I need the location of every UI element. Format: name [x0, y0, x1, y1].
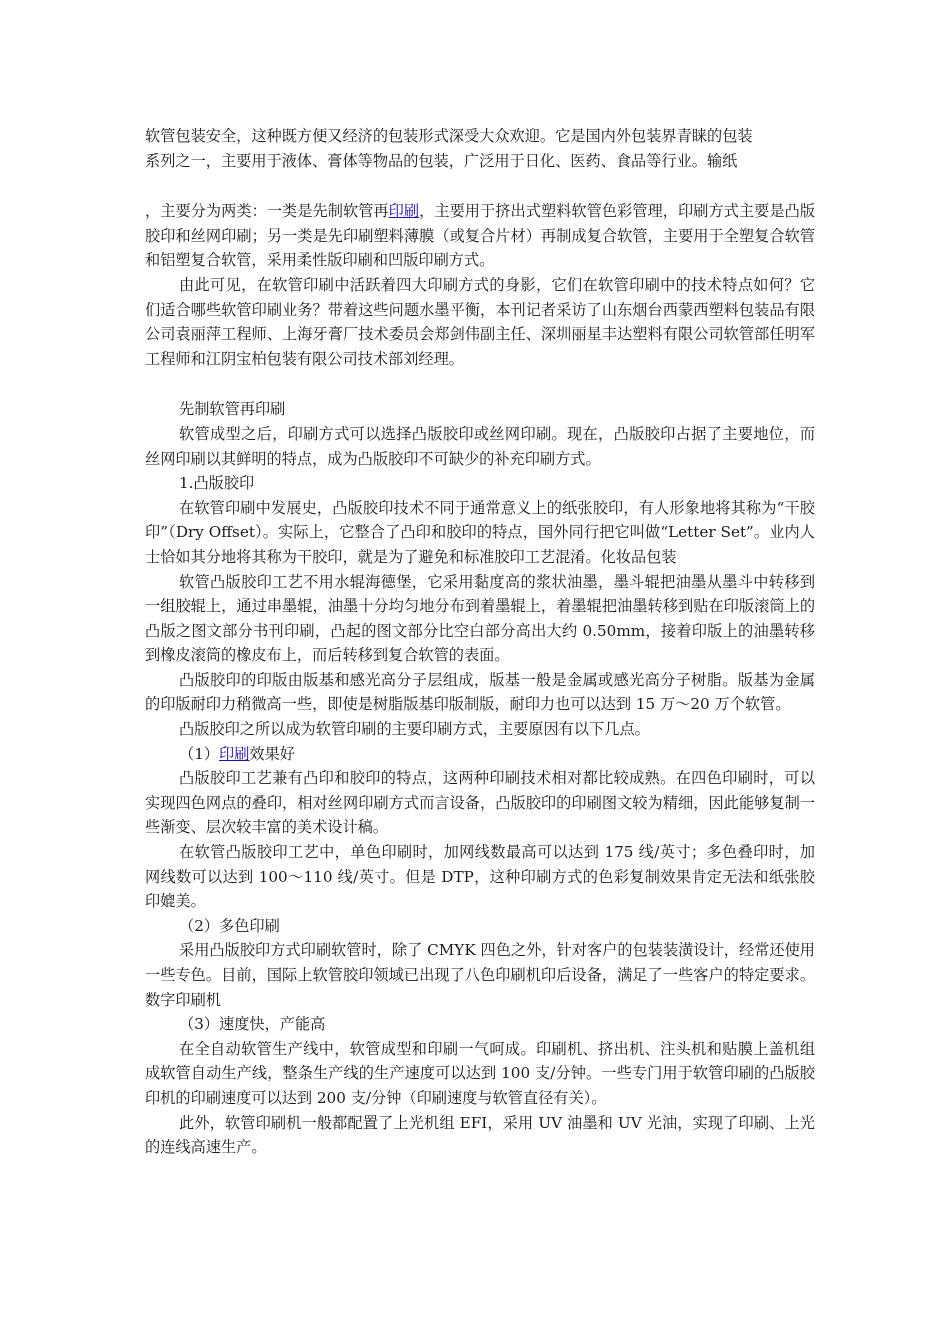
paragraph-reason-1b: 在软管凸版胶印工艺中，单色印刷时，加网线数最高可以达到 175 线/英寸；多色叠印时，加网线数可以达到 100～110 线/英寸。但是 DTP，这种印刷方式的色彩复制效果肯定无法和纸张胶印媲美。	[145, 843, 815, 911]
heading-reason-1	[145, 742, 815, 767]
paragraph-reasons: 凸版胶印之所以成为软管印刷的主要印刷方式，主要原因有以下几点。	[179, 720, 650, 739]
types-text-pre: ，主要分为两类：一类是先制软管再	[145, 202, 389, 221]
paragraph-visit: 由此可见，在软管印刷中活跃着四大印刷方式的身影，它们在软管印刷中的技术特点如何？它们适合哪些软管印刷业务？带着这些问题水墨平衡，本刊记者采访了山东烟台西蒙西塑料包装品有限公司袁丽萍工程师、上海牙膏厂技术委员会郑剑伟副主任、深圳丽星丰达塑料有限公司软管部任明军工程师和江阴宝柏包装有限公司技术部刘经理。	[145, 275, 815, 368]
paragraph-types	[145, 199, 815, 273]
intro-line-1: 软管包装安全，这种既方便又经济的包装形式深受大众欢迎。它是国内外包装界青睐的包装	[145, 127, 753, 145]
intro-line-2: 系列之一，主要用于液体、膏体等物品的包装，广泛用于日化、医药、食品等行业。输纸	[145, 151, 738, 170]
paragraph-reason-1a: 凸版胶印工艺兼有凸印和胶印的特点，这两种印刷技术相对都比较成熟。在四色印刷时，可以实现四色网点的叠印，相对丝网印刷方式而言设备，凸版胶印的印刷图文较为精细，因此能够复制一些渐变、层次较丰富的美术设计稿。	[145, 769, 815, 837]
paragraph-section: 软管成型之后，印刷方式可以选择凸版胶印或丝网印刷。现在，凸版胶印占据了主要地位，而丝网印刷以其鲜明的特点，成为凸版胶印不可缺少的补充印刷方式。	[145, 424, 815, 468]
heading-reason-2: （2）多色印刷	[179, 916, 280, 935]
paragraph-reason-3a: 在全自动软管生产线中，软管成型和印刷一气呵成。印刷机、挤出机、注头机和贴膜上盖机组成软管自动生产线，整条生产线的生产速度可以达到 100 支/分钟。一些专门用于软管印刷的凸版胶印机的印刷速度可以达到 200 支/分钟（印刷速度与软管直径有关）。	[145, 1039, 815, 1107]
print-link-2[interactable]: 印刷	[219, 744, 250, 763]
paragraph-dry-offset: 在软管印刷中发展史，凸版胶印技术不同于通常意义上的纸张胶印，有人形象地将其称为“干胶印”（Dry Offset）。实际上，它整合了凸印和胶印的特点，国外同行把它叫做“Letter Set”。业内人士恰如其分地将其称为干胶印，就是为了避免和标准胶印工艺混淆。化妆品包装	[145, 498, 815, 566]
paragraph-reason-3b: 此外，软管印刷机一般都配置了上光机组 EFI，采用 UV 油墨和 UV 光油，实现了印刷、上光的连线高速生产。	[145, 1113, 815, 1157]
paragraph-process: 软管凸版胶印工艺不用水辊海德堡，它采用黏度高的浆状油墨，墨斗辊把油墨从墨斗中转移到一组胶辊上，通过串墨辊，油墨十分均匀地分布到着墨辊上，着墨辊把油墨转移到贴在印版滚筒上的凸版之图文部分书刊印刷，凸起的图文部分比空白部分高出大约 0.50mm，接着印版上的油墨转移到橡皮滚筒的橡皮布上，而后转移到复合软管的表面。	[145, 572, 815, 665]
print-link[interactable]: 印刷	[388, 202, 420, 221]
heading-reason-3: （3）速度快，产能高	[179, 1015, 326, 1034]
section-title: 先制软管再印刷	[179, 400, 286, 419]
paragraph-plate: 凸版胶印的印版由版基和感光高分子层组成，版基一般是金属或感光高分子树脂。版基为金属的印版耐印力稍微高一些，即使是树脂版基印版制版，耐印力也可以达到 15 万～20 万个软管。	[145, 670, 815, 714]
paragraph-reason-2: 采用凸版胶印方式印刷软管时，除了 CMYK 四色之外，针对客户的包装装潢设计，经常还使用一些专色。目前，国际上软管胶印领域已出现了八色印刷机印后设备，满足了一些客户的特定要求。数字印刷机	[145, 941, 815, 1009]
heading-letterpress: 1.凸版胶印	[179, 474, 255, 493]
types-text-post: ，主要用于挤出式塑料软管色彩管理，印刷方式主要是凸版胶印和丝网印刷；另一类是先印刷塑料薄膜（或复合片材）再制成复合软管，主要用于全塑复合软管和铝塑复合软管，采用柔性版印刷和凹版印刷方式。	[145, 202, 816, 270]
document-body	[145, 124, 815, 1160]
reason-1-number: （1）	[179, 744, 220, 763]
spacer	[145, 371, 815, 397]
spacer	[145, 173, 815, 199]
reason-1-text: 效果好	[249, 744, 295, 763]
